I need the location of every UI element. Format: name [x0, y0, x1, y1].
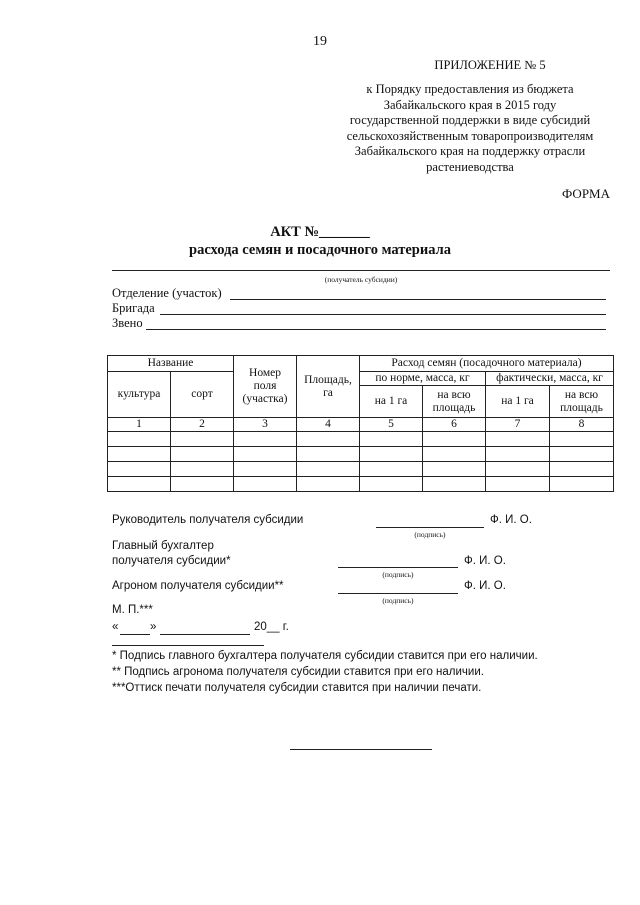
total-norm-header: на всю площадь: [423, 386, 486, 418]
page-number: 19: [313, 34, 327, 49]
table-row: [108, 462, 614, 477]
accountant-fio: Ф. И. О.: [464, 555, 506, 567]
date-open-quote: «: [112, 621, 119, 633]
unit-label: Звено: [112, 316, 143, 330]
per-ha-actual-header: на 1 га: [486, 386, 550, 418]
table-row: [108, 432, 614, 447]
footnote: ** Подпись агронома получателя субсидии ставится при его наличии.: [112, 666, 484, 678]
col-number: 6: [423, 418, 486, 432]
head-signature-caption: (подпись): [414, 530, 446, 539]
end-divider: [290, 749, 432, 750]
footnote: * Подпись главного бухгалтера получателя субсидии ставится при его наличии.: [112, 650, 538, 662]
description-line: Забайкальского края в 2015 году: [383, 97, 557, 112]
seed-consumption-table: [107, 355, 614, 492]
accountant-label-1: Главный бухгалтер: [112, 540, 214, 552]
stamp-label: М. П.***: [112, 604, 153, 616]
col-number: 5: [360, 418, 423, 432]
col-number: 1: [108, 418, 171, 432]
table-row: [108, 477, 614, 492]
agronomist-signature-line: [338, 593, 458, 594]
footnote-divider: [112, 645, 264, 646]
description-line: Забайкальского края на поддержку отрасли: [354, 144, 586, 159]
area-header: Площадь, га: [297, 356, 360, 418]
agronomist-signature-caption: (подпись): [382, 596, 414, 605]
name-header: Название: [108, 356, 234, 372]
date-year: 20__ г.: [254, 621, 289, 633]
accountant-label-2: получателя субсидии*: [112, 555, 231, 567]
description-line: растениеводства: [426, 159, 514, 174]
date-close-quote: »: [150, 621, 157, 633]
form-label: ФОРМА: [562, 186, 610, 201]
footnote: ***Оттиск печати получателя субсидии ставится при наличии печати.: [112, 682, 482, 694]
accountant-signature-line: [338, 567, 458, 568]
description-line: государственной поддержки в виде субсидий: [349, 113, 591, 128]
head-signature-line: [376, 527, 484, 528]
accountant-signature-caption: (подпись): [382, 570, 414, 579]
appendix-label: ПРИЛОЖЕНИЕ № 5: [434, 58, 546, 72]
col-number: 2: [171, 418, 234, 432]
appendix-description: [330, 82, 610, 176]
recipient-caption: (получатель субсидии): [324, 275, 398, 284]
department-label: Отделение (участок): [112, 286, 222, 300]
agronomist-fio: Ф. И. О.: [464, 580, 506, 592]
consumption-header: Расход семян (посадочного материала): [360, 356, 614, 372]
total-actual-header: на всю площадь: [550, 386, 614, 418]
head-fio: Ф. И. О.: [490, 514, 532, 526]
col-number: 7: [486, 418, 550, 432]
table-row: [108, 447, 614, 462]
agronomist-label: Агроном получателя субсидии**: [112, 580, 284, 592]
date-month-line: [160, 634, 250, 635]
culture-header: культура: [108, 372, 171, 418]
description-line: к Порядку предоставления из бюджета: [366, 82, 574, 96]
by-norm-header: по норме, масса, кг: [360, 372, 486, 386]
recipient-line: [112, 270, 610, 271]
col-number: 4: [297, 418, 360, 432]
unit-line: [146, 329, 606, 330]
actual-header: фактически, масса, кг: [486, 372, 614, 386]
description-line: сельскохозяйственным товаропроизводителям: [346, 128, 594, 143]
field-number-header: Номер поля (участка): [234, 356, 297, 418]
head-label: Руководитель получателя субсидии: [112, 514, 304, 526]
act-subtitle: расхода семян и посадочного материала: [189, 242, 451, 258]
date-day-line: [120, 634, 150, 635]
brigade-label: Бригада: [112, 301, 155, 315]
per-ha-norm-header: на 1 га: [360, 386, 423, 418]
act-title: АКТ №_______: [270, 224, 370, 240]
column-numbers-row: [108, 418, 614, 432]
department-line: [230, 299, 606, 300]
variety-header: сорт: [171, 372, 234, 418]
brigade-line: [160, 314, 606, 315]
col-number: 8: [550, 418, 614, 432]
col-number: 3: [234, 418, 297, 432]
